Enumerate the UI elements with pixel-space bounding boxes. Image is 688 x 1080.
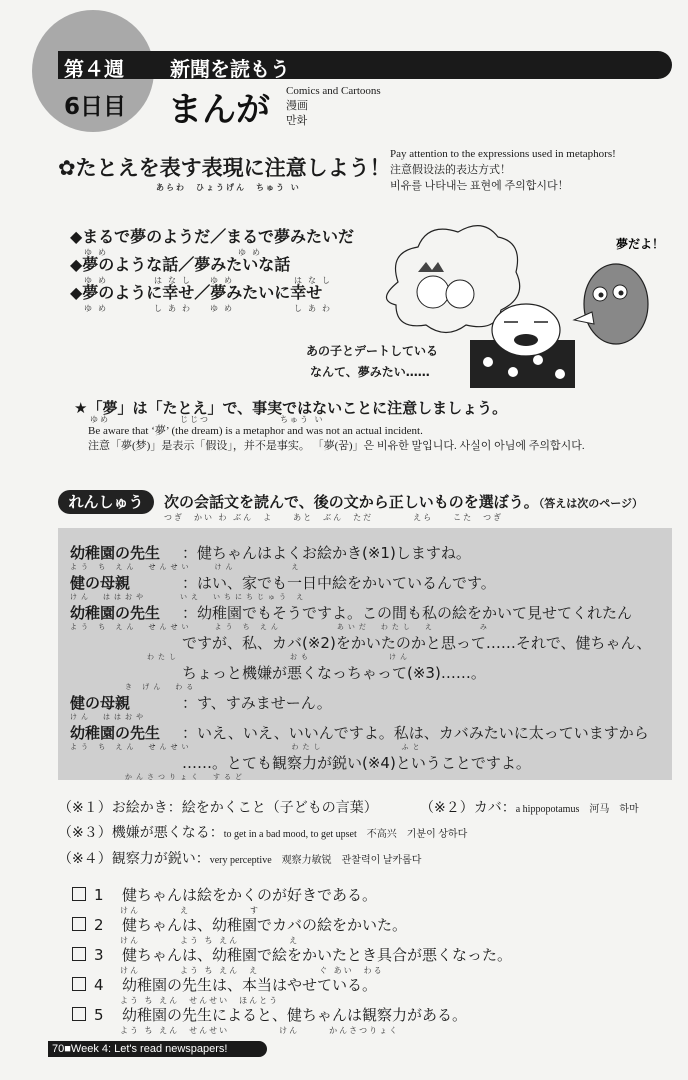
footnote-mark: （※４） [58, 851, 112, 867]
practice-label: れんしゅう [58, 490, 154, 514]
sleeping-bird-icon [492, 304, 560, 356]
footnote-term: 機嫌が悪くなる： [111, 825, 224, 841]
line-ruby: けん ははおや [70, 713, 147, 721]
week-label: 第４週 [64, 57, 124, 81]
checkbox[interactable] [72, 1007, 86, 1021]
option-item[interactable] [72, 944, 512, 976]
line-text: ：幼稚園でもそうですよ。この間も私の絵をかいて見せてくれたん [182, 604, 633, 622]
footnote-gloss: a hippopotamus 河马 하마 [515, 804, 639, 815]
footnote-term: カバ： [473, 800, 516, 816]
lesson-title: まんが [168, 90, 270, 130]
bullet-ruby: ゆめ はなし ゆめ はなし [84, 276, 336, 285]
note-translations [88, 424, 585, 454]
bubble-right-text: 夢だよ！ [616, 237, 665, 251]
page-number: 70 [52, 1043, 65, 1055]
option-text: 幼稚園の先生は、本当はやせている。 [122, 976, 378, 994]
week-title: 新聞を読もう [170, 57, 290, 81]
section-heading-ruby: あらわ ひょうげん ちゅう い [156, 183, 301, 192]
line-text: ：はい、家でも一日中絵をかいているんです。 [182, 574, 496, 592]
dialogue-line [70, 602, 632, 623]
lesson-en: Comics and Cartoons [286, 85, 381, 97]
note-text: ★「夢」は「たとえ」で、事実ではないことに注意しましょう。 [74, 399, 508, 417]
option-item[interactable] [72, 1004, 467, 1036]
option-text: 幼稚園の先生によると、健ちゃんは観察力がある。 [122, 1006, 468, 1024]
section-ko: 비유를 나타내는 표현에 주의합시다！ [390, 180, 569, 192]
footnote [420, 797, 639, 817]
dialogue-line [70, 632, 651, 653]
lesson-zh: 漫画 [286, 100, 308, 112]
option-ruby: よう ち えん せんせい けん かんさつりょく [120, 1026, 400, 1035]
dream-caption-line2-text: なんて、夢みたい…… [310, 365, 430, 379]
instruction-note: （答えは次のページ） [538, 497, 643, 510]
footnote-term: お絵かき：絵をかくこと（子どもの言葉） [111, 800, 378, 816]
dream-caption [306, 342, 438, 380]
footnote-gloss: very perceptive 观察力敏锐 관찰력이 날카롭다 [209, 855, 422, 866]
bullet-text: ◆夢のように幸せ／夢みたいに幸せ [70, 283, 323, 302]
section-en: Pay attention to the expressions used in metaphors! [390, 148, 616, 160]
option-ruby: よう ち えん せんせい ほんとう [120, 996, 280, 1005]
section-zh: 注意假设法的表达方式！ [390, 164, 511, 176]
bullet-ruby: ゆめ しあわ ゆめ しあわ [84, 304, 336, 313]
section-heading-text: ✿たとえを表す表現に注意しよう！ [58, 156, 391, 180]
checkbox[interactable] [72, 947, 86, 961]
section-heading [58, 152, 391, 193]
instruction-text: 次の会話文を読んで、後の文から正しいものを選ぼう。 [164, 493, 539, 511]
line-text: ：す、すみませーん。 [182, 694, 332, 712]
option-ruby: けん よう ち えん え ぐ あい わる [120, 966, 384, 975]
checkbox[interactable] [72, 917, 86, 931]
checkbox[interactable] [72, 887, 86, 901]
bullet-item [70, 280, 336, 314]
option-number: 1 [94, 886, 104, 904]
line-text: ：健ちゃんはよくお絵かき(※1)しますね。 [182, 544, 471, 562]
option-text: 健ちゃんは、幼稚園で絵をかいたとき具合が悪くなった。 [122, 946, 513, 964]
week-banner [58, 51, 672, 79]
footer-text: ■Week 4: Let's read newspapers! [64, 1043, 228, 1055]
instruction-ruby: つぎ かい わ ぶん よ あと ぶん ただ えら こた つぎ [164, 513, 504, 522]
talking-bird-icon [584, 264, 648, 344]
lesson-translations [286, 84, 381, 129]
option-item[interactable] [72, 884, 377, 916]
option-number: 4 [94, 976, 104, 994]
speaker: 幼稚園の先生 [70, 604, 161, 622]
dream-caption-line1-text: あの子とデートしている [306, 344, 439, 358]
option-number: 3 [94, 946, 104, 964]
dialogue-line [70, 662, 486, 683]
option-item[interactable] [72, 974, 377, 1006]
dialogue-box [58, 528, 672, 780]
line-text: ……。とても観察力が鋭い(※4)ということですよ。 [182, 754, 531, 772]
dialogue-line [70, 572, 496, 593]
footnote-term: 観察力が鋭い： [111, 851, 210, 867]
dialogue-line [70, 752, 531, 773]
footnote [58, 797, 378, 817]
footnote [58, 848, 421, 868]
speaker: 健の母親 [70, 694, 131, 712]
section-translations [390, 146, 616, 194]
line-ruby: よう ち えん せんせい わたし ふと [70, 743, 424, 751]
practice-instruction [164, 491, 643, 523]
dialogue-line [70, 722, 649, 743]
option-text: 健ちゃんは、幼稚園でカバの絵をかいた。 [122, 916, 408, 934]
bullet-text: ◆まるで夢のようだ／まるで夢みたいだ [70, 227, 354, 246]
note-en: Be aware that ‘夢’ (the dream) is a metaphor and was not an actual incident. [88, 425, 423, 437]
day-label: 6日目 [64, 94, 127, 120]
speaker: 幼稚園の先生 [70, 544, 161, 562]
line-ruby: わたし おも けん [70, 653, 411, 661]
note-ruby: ゆめ じじつ ちゅう い [90, 415, 325, 424]
line-text: ですが、私、カバ(※2)をかいたのかと思って……それで、健ちゃん、 [182, 634, 652, 652]
checkbox[interactable] [72, 977, 86, 991]
speaker: 幼稚園の先生 [70, 724, 161, 742]
dialogue-line [70, 692, 332, 713]
speaker: 健の母親 [70, 574, 131, 592]
page-footer [48, 1041, 267, 1057]
option-item[interactable] [72, 914, 407, 946]
line-ruby: よう ち えん せんせい よう ち えん あいだ わたし え み [70, 623, 491, 631]
option-number: 5 [94, 1006, 104, 1024]
bullet-ruby: ゆめ ゆめ [84, 248, 266, 257]
footnote [58, 822, 467, 842]
line-ruby: かんさつりょく するど [70, 773, 246, 781]
line-ruby: よう ち えん せんせい けん え [70, 563, 303, 571]
line-ruby: き げん わる [70, 683, 198, 691]
option-ruby: けん よう ち えん え [120, 936, 300, 945]
footnote-gloss: to get in a bad mood, to get upset 不高兴 기분이 상하다 [223, 829, 468, 840]
girl-bird-icon [417, 276, 449, 308]
footnote-mark: （※２） [420, 800, 474, 816]
option-text: 健ちゃんは絵をかくのが好きである。 [122, 886, 378, 904]
line-ruby: けん ははおや いえ いちにちじゅう え [70, 593, 308, 601]
boy-bird-icon [446, 280, 474, 308]
footnote-mark: （※３） [58, 825, 112, 841]
note-zh-ko: 注意「夢(梦)」是表示「假设」，并不是事实。 「夢(꿈)」은 비유한 말입니다. 사실이 아님에 주의합시다. [88, 440, 585, 452]
bullet-text: ◆夢のような話／夢みたいな話 [70, 255, 291, 274]
option-number: 2 [94, 916, 104, 934]
dialogue-line [70, 542, 471, 563]
footnote-mark: （※１） [58, 800, 112, 816]
line-text: ちょっと機嫌が悪くなっちゃって(※3)……。 [182, 664, 486, 682]
lesson-ko: 만화 [286, 115, 308, 127]
line-text: ：いえ、いえ、いいんですよ。私は、カバみたいに太っていますから [182, 724, 649, 742]
option-ruby: けん え す [120, 906, 260, 915]
